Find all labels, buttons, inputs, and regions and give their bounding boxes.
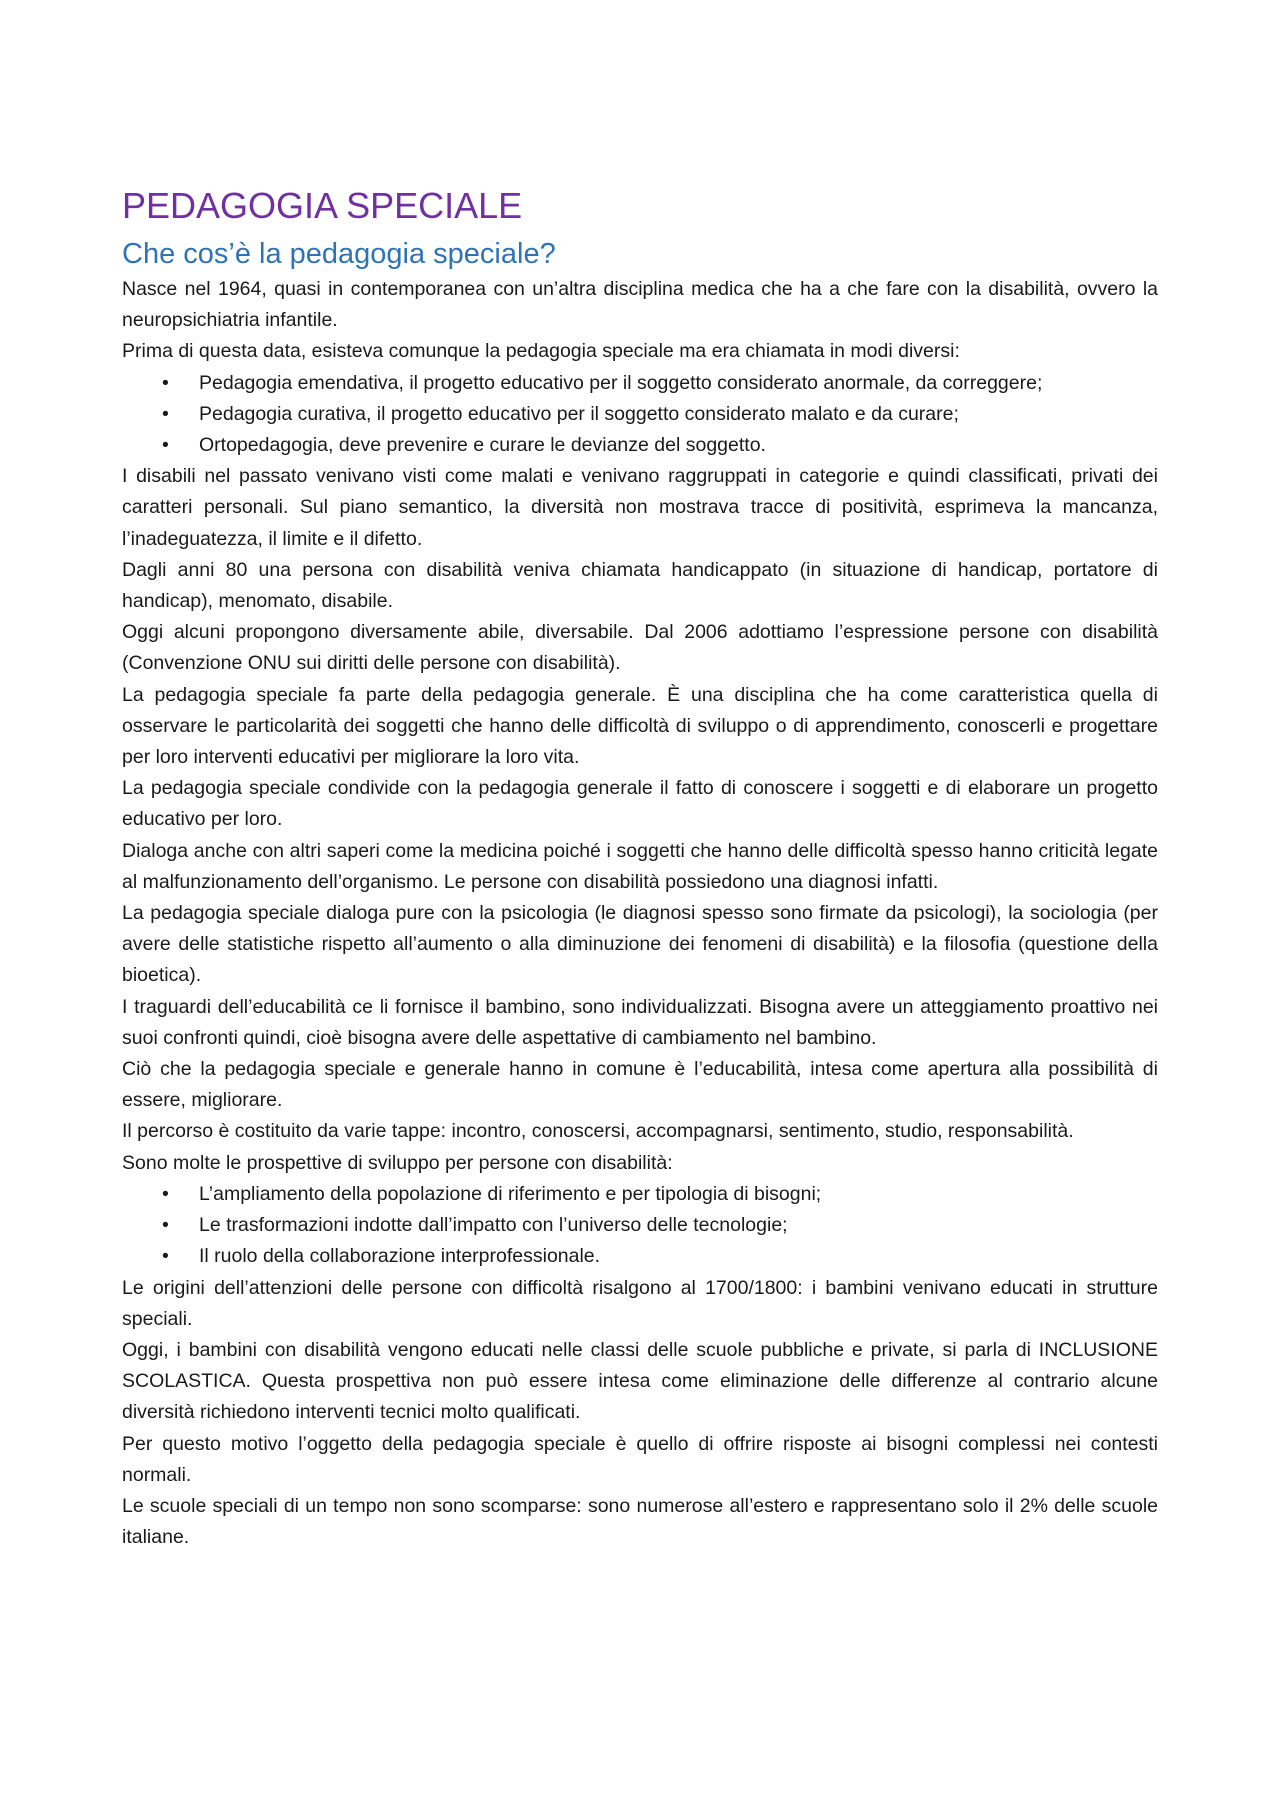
list-item xyxy=(162,399,1158,430)
list-item xyxy=(162,368,1158,399)
paragraph-former-names-intro: Prima di questa data, esisteva comunque la pedagogia speciale ma era chiamata in modi diversi: xyxy=(122,340,960,363)
paragraph-path-stages: Il percorso è costituito da varie tappe: incontro, conoscersi, accompagnarsi, sentimento, studio, responsabilità. xyxy=(122,1120,1074,1143)
paragraph-shared-with-general: La pedagogia speciale condivide con la pedagogia generale il fatto di conoscere i soggetti e di elaborare un progetto educativo per loro. xyxy=(122,777,1158,831)
bullet-icon: • xyxy=(162,434,169,457)
paragraph-educability-common: Ciò che la pedagogia speciale e generale hanno in comune è l’educabilità, intesa come apertura alla possibilità di essere, migliorare. xyxy=(122,1058,1158,1112)
paragraph-past-view: I disabili nel passato venivano visti come malati e venivano raggruppati in categorie e quindi classificati, privati dei caratteri personali. Sul piano semantico, la diversità non mostrava tracce di positività, esprimeva la mancanza, l’inadeguatezza, il limite e il difetto. xyxy=(122,465,1158,550)
bullet-icon: • xyxy=(162,402,169,425)
list-item-text: Pedagogia curativa, il progetto educativo per il soggetto considerato malato e da curare; xyxy=(199,402,959,425)
paragraph-educability-goals: I traguardi dell’educabilità ce li fornisce il bambino, sono individualizzati. Bisogna avere un atteggiamento proattivo nei suoi confronti quindi, cioè bisogna avere delle aspettative di cambiamento nel bambino. xyxy=(122,995,1158,1049)
former-names-list xyxy=(122,368,1158,462)
bullet-icon: • xyxy=(162,371,169,394)
list-item-text: Le trasformazioni indotte dall’impatto con l’universo delle tecnologie; xyxy=(199,1214,788,1237)
document-subtitle: Che cos’è la pedagogia speciale? xyxy=(122,238,556,270)
paragraph-object: Per questo motivo l’oggetto della pedagogia speciale è quello di offrire risposte ai bisogni complessi nei contesti normali. xyxy=(122,1432,1158,1486)
paragraph-medicine: Dialoga anche con altri saperi come la medicina poiché i soggetti che hanno delle difficoltà spesso hanno criticità legate al malfunzionamento dell’organismo. Le persone con disabilità possiedono una diagnosi infatti. xyxy=(122,839,1158,893)
list-item-text: L’ampliamento della popolazione di riferimento e per tipologia di bisogni; xyxy=(199,1182,822,1205)
paragraph-historical-origins: Le origini dell’attenzioni delle persone con difficoltà risalgono al 1700/1800: i bambini venivano educati in strutture speciali. xyxy=(122,1276,1158,1330)
paragraph-definition: La pedagogia speciale fa parte della pedagogia generale. È una disciplina che ha come caratteristica quella di osservare le particolarità dei soggetti che hanno delle difficoltà di sviluppo o di apprendimento, conoscerli e progettare per loro interventi educativi per migliorare la loro vita. xyxy=(122,683,1158,769)
bullet-icon: • xyxy=(162,1182,169,1205)
paragraph-special-schools: Le scuole speciali di un tempo non sono scomparse: sono numerose all’estero e rappresentano solo il 2% delle scuole italiane. xyxy=(122,1494,1158,1549)
bullet-icon: • xyxy=(162,1245,169,1268)
list-item-text: Ortopedagogia, deve prevenire e curare le devianze del soggetto. xyxy=(199,434,766,457)
list-item xyxy=(162,430,1158,461)
paragraph-origin: Nasce nel 1964, quasi in contemporanea con un’altra disciplina medica che ha a che fare con la disabilità, ovvero la neuropsichiatria infantile. xyxy=(122,278,1158,332)
paragraph-other-disciplines: La pedagogia speciale dialoga pure con la psicologia (le diagnosi spesso sono firmate da psicologi), la sociologia (per avere delle statistiche rispetto all’aumento o alla diminuzione dei fenomeni di disabilità) e la filosofia (questione della bioetica). xyxy=(122,902,1158,987)
paragraph-prospects-intro: Sono molte le prospettive di sviluppo per persone con disabilità: xyxy=(122,1151,673,1174)
paragraph-inclusion: Oggi, i bambini con disabilità vengono educati nelle classi delle scuole pubbliche e private, si parla di INCLUSIONE SCOLASTICA. Questa prospettiva non può essere intesa come eliminazione delle differenze al contrario alcune diversità richiedono interventi tecnici molto qualificati. xyxy=(122,1338,1158,1424)
document-content xyxy=(122,182,1158,1553)
list-item-text: Il ruolo della collaborazione interprofessionale. xyxy=(199,1245,601,1268)
paragraph-eighties: Dagli anni 80 una persona con disabilità veniva chiamata handicappato (in situazione di handicap, portatore di handicap), menomato, disabile. xyxy=(122,558,1158,613)
list-item xyxy=(162,1210,1158,1241)
paragraph-today-terms: Oggi alcuni propongono diversamente abile, diversabile. Dal 2006 adottiamo l’espressione persone con disabilità (Convenzione ONU sui diritti delle persone con disabilità). xyxy=(122,621,1158,675)
bullet-icon: • xyxy=(162,1214,169,1237)
list-item xyxy=(162,1241,1158,1272)
list-item xyxy=(162,1179,1158,1210)
list-item-text: Pedagogia emendativa, il progetto educativo per il soggetto considerato anormale, da correggere; xyxy=(199,371,1043,394)
prospects-list xyxy=(122,1179,1158,1273)
document-title: PEDAGOGIA SPECIALE xyxy=(122,185,523,226)
